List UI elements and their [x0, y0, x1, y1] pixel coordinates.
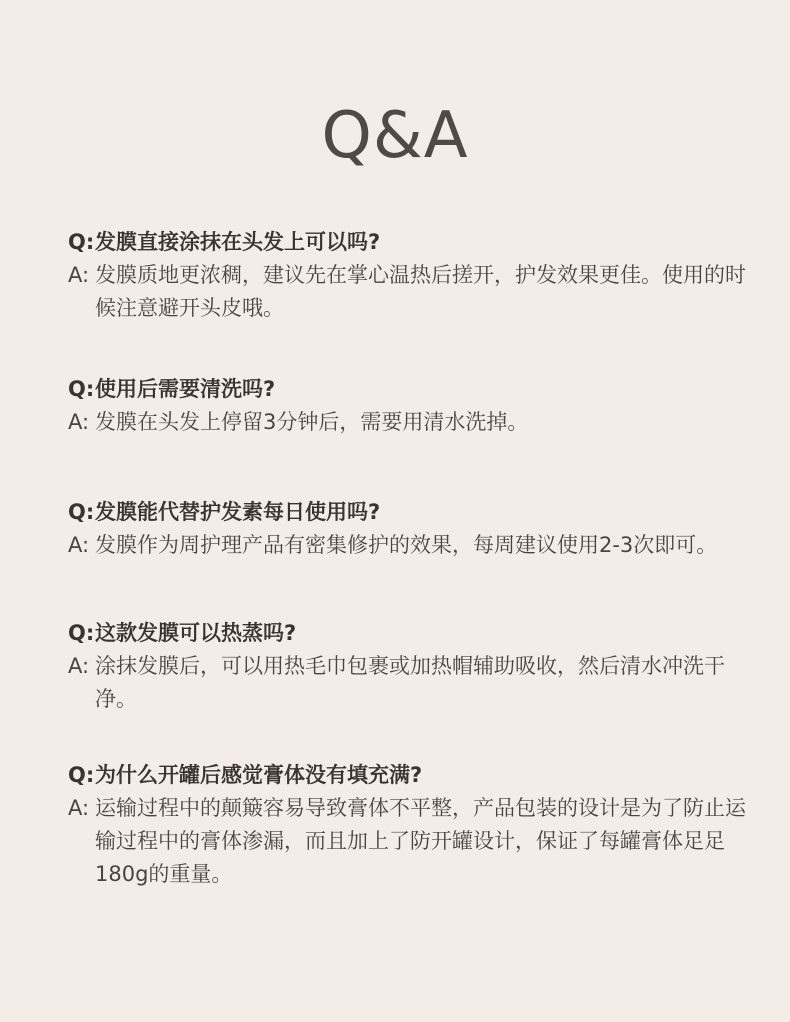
question-text: 这款发膜可以热蒸吗? — [95, 621, 297, 645]
question-text: 发膜直接涂抹在头发上可以吗? — [95, 230, 381, 254]
question-prefix: Q: — [68, 763, 95, 787]
answer-prefix: A: — [68, 533, 90, 557]
qa-item — [68, 226, 758, 325]
answer-text: 运输过程中的颠簸容易导致膏体不平整，产品包装的设计是为了防止运输过程中的膏体渗漏，而且加上了防开罐设计，保证了每罐膏体足足180g的重量。 — [95, 796, 746, 886]
answer-line — [68, 792, 758, 891]
answer-line — [68, 406, 758, 439]
answer-prefix: A: — [68, 410, 90, 434]
answer-line — [68, 529, 758, 562]
question-text: 使用后需要清洗吗? — [95, 377, 276, 401]
question-prefix: Q: — [68, 500, 95, 524]
answer-text: 发膜在头发上停留3分钟后，需要用清水洗掉。 — [95, 410, 529, 434]
question-prefix: Q: — [68, 621, 95, 645]
page-title: Q&A — [321, 99, 469, 173]
question-line — [68, 759, 758, 792]
question-prefix: Q: — [68, 377, 95, 401]
answer-text: 发膜质地更浓稠，建议先在掌心温热后搓开，护发效果更佳。使用的时候注意避开头皮哦。 — [95, 263, 746, 320]
answer-text: 涂抹发膜后，可以用热毛巾包裹或加热帽辅助吸收，然后清水冲洗干净。 — [95, 654, 725, 711]
answer-prefix: A: — [68, 796, 90, 820]
answer-prefix: A: — [68, 263, 90, 287]
answer-line — [68, 259, 758, 325]
question-line — [68, 496, 758, 529]
question-line — [68, 226, 758, 259]
question-text: 发膜能代替护发素每日使用吗? — [95, 500, 381, 524]
qa-item — [68, 373, 758, 439]
qa-item — [68, 759, 758, 891]
qa-item — [68, 617, 758, 716]
answer-line — [68, 650, 758, 716]
question-text: 为什么开罐后感觉膏体没有填充满? — [95, 763, 423, 787]
qa-item — [68, 496, 758, 562]
question-line — [68, 373, 758, 406]
question-line — [68, 617, 758, 650]
answer-text: 发膜作为周护理产品有密集修护的效果，每周建议使用2-3次即可。 — [95, 533, 718, 557]
question-prefix: Q: — [68, 230, 95, 254]
answer-prefix: A: — [68, 654, 90, 678]
